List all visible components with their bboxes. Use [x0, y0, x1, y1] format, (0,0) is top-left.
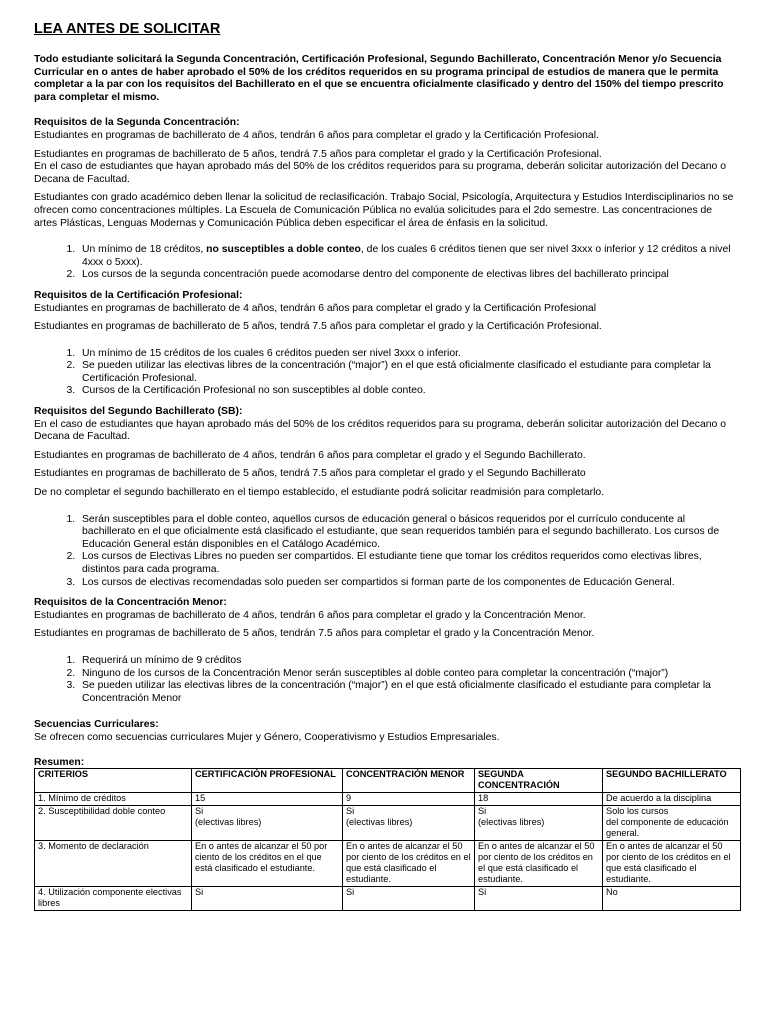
list-item: 2. Se pueden utilizar las electivas libres de la concentración (“major”) en el que está oficialmente clasificado el estudiante para completar la Certificación Profesional.	[78, 360, 737, 385]
column-header: SEGUNDA CONCENTRACIÓN	[475, 768, 603, 792]
bachillerato-p1: En el caso de estudiantes que hayan aprobado más del 50% de los créditos requeridos para su programa, deberán solicitar autorización del Decano o Decana de Facultad.	[34, 418, 726, 443]
menor-heading: Requisitos de la Concentración Menor:	[34, 597, 227, 609]
segunda-heading: Requisitos de la Segunda Concentración:	[34, 117, 240, 129]
table-cell: De acuerdo a la disciplina	[603, 792, 741, 805]
table-row	[35, 792, 741, 805]
list-item: 3. Cursos de la Certificación Profesional no son susceptibles al doble conteo.	[78, 385, 737, 398]
table-cell: En o antes de alcanzar el 50 por ciento de los créditos en el que está clasificado el estudiante.	[192, 840, 343, 886]
table-row	[35, 886, 741, 910]
table-cell: En o antes de alcanzar el 50 por ciento de los créditos en el que está clasificado el estudiante.	[475, 840, 603, 886]
menor-p2: Estudiantes en programas de bachillerato de 5 años, tendrán 7.5 años para completar el grado y la Concentración Menor.	[34, 628, 595, 640]
resumen-heading: Resumen:	[34, 756, 85, 768]
bachillerato-p4: De no completar el segundo bachillerato en el tiempo establecido, el estudiante podrá solicitar readmisión para completarlo.	[34, 487, 605, 499]
table-cell: Solo los cursos del componente de educación general.	[603, 805, 741, 840]
table-cell: En o antes de alcanzar el 50 por ciento de los créditos en el que está clasificado el estudiante.	[603, 840, 741, 886]
column-header: CERTIFICACIÓN PROFESIONAL	[192, 768, 343, 792]
list-item: 1. Serán susceptibles para el doble conteo, aquellos cursos de educación general o básicos requeridos por el currículo conducente al bachillerato en el que oficialmente está clasificado el estudiante, que sean requeridos también para el segundo bachillerato. Los cursos de Educación General están disponibles en el Catálogo Académico.	[78, 514, 737, 552]
certificacion-list	[34, 348, 737, 398]
table-cell: 3. Momento de declaración	[35, 840, 192, 886]
table-cell: En o antes de alcanzar el 50 por ciento de los créditos en el que está clasificado el estudiante.	[343, 840, 475, 886]
segunda-p3: En el caso de estudiantes que hayan aprobado más del 50% de los créditos requeridos para su programa, deberán solicitar autorización del Decano o Decana de Facultad.	[34, 161, 726, 185]
certificacion-p2: Estudiantes en programas de bachillerato de 5 años, tendrá 7.5 años para completar el grado y la Certificación Profesional.	[34, 321, 602, 333]
column-header: CONCENTRACIÓN MENOR	[343, 768, 475, 792]
bachillerato-p3: Estudiantes en programas de bachillerato de 5 años, tendrá 7.5 años para completar el grado y el Segundo Bachillerato	[34, 468, 586, 480]
bachillerato-list	[34, 514, 737, 590]
summary-table	[34, 768, 741, 911]
segunda-p2: Estudiantes en programas de bachillerato de 5 años, tendrá 7.5 años para completar el grado y la Certificación Profesional.	[34, 148, 602, 160]
list-item: 3. Se pueden utilizar las electivas libres de la concentración (“major”) en el que está oficialmente clasificado el estudiante para completar la Concentración Menor	[78, 680, 737, 705]
list-item: 3. Los cursos de electivas recomendadas solo pueden ser compartidos si forman parte de los componentes de Educación General.	[78, 577, 737, 590]
list-item: 1. Un mínimo de 18 créditos, no susceptibles a doble conteo, de los cuales 6 créditos tienen que ser nivel 3xxx o inferior y 12 créditos a nivel 4xxx o 5xxx).	[78, 244, 737, 269]
table-cell: 2. Susceptibilidad doble conteo	[35, 805, 192, 840]
bachillerato-heading: Requisitos del Segundo Bachillerato (SB):	[34, 406, 243, 418]
page-title: LEA ANTES DE SOLICITAR	[34, 21, 221, 37]
table-row	[35, 840, 741, 886]
list-item: 2. Los cursos de la segunda concentración puede acomodarse dentro del componente de electivas libres del bachillerato principal	[78, 269, 737, 282]
document-page	[34, 20, 737, 911]
menor-list	[34, 655, 737, 705]
table-cell: 1. Mínimo de créditos	[35, 792, 192, 805]
secuencias-p1: Se ofrecen como secuencias curriculares Mujer y Género, Cooperativismo y Estudios Empresariales.	[34, 731, 500, 743]
table-cell: Si (electivas libres)	[192, 805, 343, 840]
table-row	[35, 805, 741, 840]
segunda-p4: Estudiantes con grado académico deben llenar la solicitud de reclasificación. Trabajo Social, Psicología, Arquitectura y Estudios Interdisciplinarios no se ofrecen como concentraciones múltiples. La Escuela de Comunicación Pública no evalúa solicitudes para el 2do semestre. Las concentraciones de artes Plásticas, Lenguas Modernas y Comunicación Pública deben especificar el área de énfasis en la solicitud.	[34, 192, 734, 229]
table-cell: Si	[475, 886, 603, 910]
table-cell: Si	[192, 886, 343, 910]
certificacion-p1: Estudiantes en programas de bachillerato de 4 años, tendrán 6 años para completar el grado y la Certificación Profesional	[34, 302, 597, 314]
segunda-p1: Estudiantes en programas de bachillerato de 4 años, tendrán 6 años para completar el grado y la Certificación Profesional.	[34, 129, 599, 141]
table-cell: 15	[192, 792, 343, 805]
intro-paragraph: Todo estudiante solicitará la Segunda Concentración, Certificación Profesional, Segundo Bachillerato, Concentración Menor y/o Secuencia Curricular en o antes de haber aprobado el 50% de los créditos requeridos en su programa principal de estudios de manera que le permita completar a la par con los requisitos del Bachillerato en el que se encuentra oficialmente clasificado y dentro del 150% del tiempo prescrito para completar el mismo.	[34, 54, 724, 103]
table-cell: Si (electivas libres)	[475, 805, 603, 840]
list-item: 1. Requerirá un mínimo de 9 créditos	[78, 655, 737, 668]
table-cell: 9	[343, 792, 475, 805]
table-cell: Si (electivas libres)	[343, 805, 475, 840]
certificacion-heading: Requisitos de la Certificación Profesional:	[34, 289, 243, 301]
table-header-row	[35, 768, 741, 792]
table-cell: 4. Utilización componente electivas libres	[35, 886, 192, 910]
menor-p1: Estudiantes en programas de bachillerato de 4 años, tendrán 6 años para completar el grado y la Concentración Menor.	[34, 609, 586, 621]
segunda-list	[34, 244, 737, 282]
column-header: SEGUNDO BACHILLERATO	[603, 768, 741, 792]
bachillerato-p2: Estudiantes en programas de bachillerato de 4 años, tendrán 6 años para completar el grado y el Segundo Bachillerato.	[34, 449, 586, 461]
list-item: 1. Un mínimo de 15 créditos de los cuales 6 créditos pueden ser nivel 3xxx o inferior.	[78, 348, 737, 361]
list-item: 2. Ninguno de los cursos de la Concentración Menor serán susceptibles al doble conteo para completar la concentración (“major”)	[78, 668, 737, 681]
column-header: CRITERIOS	[35, 768, 192, 792]
list-item: 2. Los cursos de Electivas Libres no pueden ser compartidos. El estudiante tiene que tomar los créditos requeridos como electivas libres, distintos para cada programa.	[78, 551, 737, 576]
secuencias-heading: Secuencias Curriculares:	[34, 719, 159, 731]
table-cell: 18	[475, 792, 603, 805]
table-cell: Si	[343, 886, 475, 910]
table-cell: No	[603, 886, 741, 910]
